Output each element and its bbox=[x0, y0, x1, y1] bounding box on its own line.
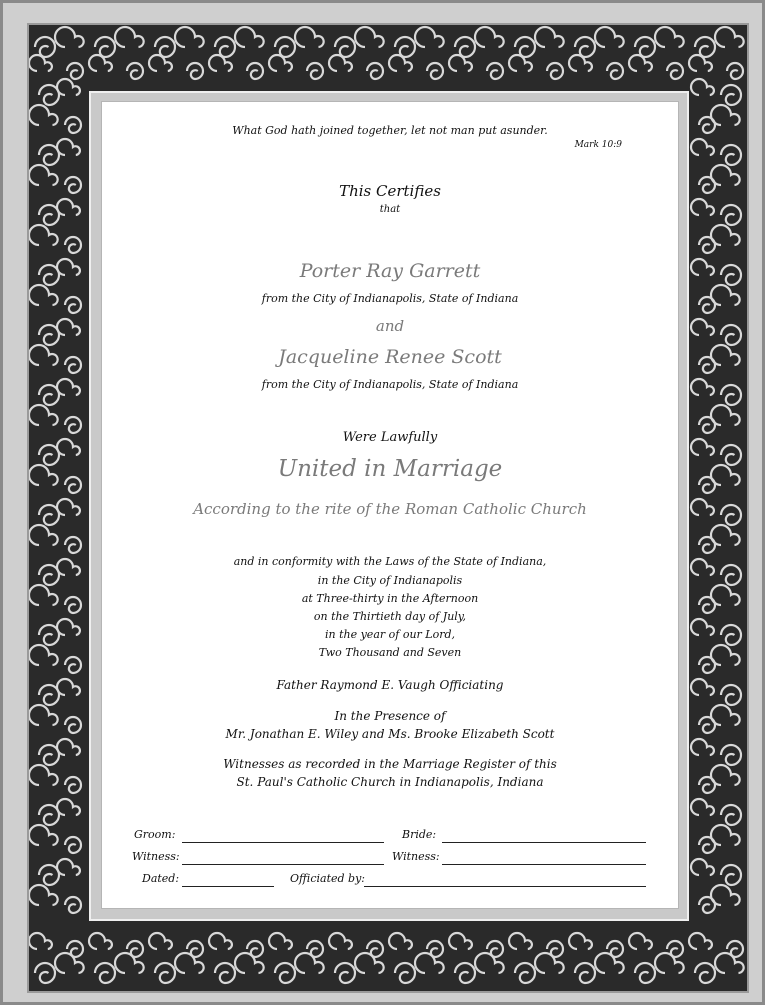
scroll-curl bbox=[699, 297, 715, 313]
scroll-curl bbox=[699, 657, 715, 673]
scroll-curl bbox=[355, 27, 384, 47]
scroll-curl bbox=[127, 63, 143, 79]
united-title: United in Marriage bbox=[277, 456, 503, 482]
scroll-curl bbox=[721, 265, 741, 285]
scroll-curl bbox=[535, 27, 564, 47]
scroll-curl bbox=[65, 177, 81, 193]
scroll-curl bbox=[629, 933, 652, 949]
scroll-curl bbox=[295, 27, 324, 47]
certificate-paper bbox=[101, 101, 679, 909]
lawfully-text: Were Lawfully bbox=[342, 430, 438, 445]
scroll-curl bbox=[155, 963, 175, 983]
scroll-curl bbox=[57, 319, 80, 335]
bride-signature-line[interactable] bbox=[442, 842, 646, 843]
date-line[interactable] bbox=[182, 886, 274, 887]
scroll-curl bbox=[691, 679, 714, 695]
scroll-curl bbox=[149, 933, 172, 949]
scroll-curl bbox=[209, 933, 232, 949]
scroll-curl bbox=[699, 897, 715, 913]
scroll-curl bbox=[367, 63, 383, 79]
groom-name: Porter Ray Garrett bbox=[299, 260, 481, 282]
scroll-curl bbox=[29, 645, 58, 665]
scroll-curl bbox=[691, 199, 714, 215]
scroll-curl bbox=[29, 285, 58, 305]
scroll-curl bbox=[89, 933, 112, 949]
scroll-curl bbox=[699, 717, 715, 733]
scroll-curl bbox=[35, 963, 55, 983]
bride-name: Jacqueline Renee Scott bbox=[278, 346, 502, 368]
scroll-curl bbox=[691, 619, 714, 635]
scroll-curl bbox=[721, 325, 741, 345]
scroll-curl bbox=[65, 237, 81, 253]
scroll-curl bbox=[607, 63, 623, 79]
scroll-curl bbox=[699, 837, 715, 853]
scroll-curl bbox=[29, 105, 58, 125]
scroll-curl bbox=[55, 27, 84, 47]
scroll-curl bbox=[699, 237, 715, 253]
scroll-curl bbox=[699, 177, 715, 193]
scroll-curl bbox=[175, 27, 204, 47]
witness-signature-line[interactable] bbox=[442, 864, 646, 865]
scroll-curl bbox=[67, 63, 83, 79]
scroll-curl bbox=[715, 27, 744, 47]
scroll-curl bbox=[269, 933, 292, 949]
scroll-curl bbox=[65, 297, 81, 313]
scroll-curl bbox=[691, 559, 714, 575]
scroll-curl bbox=[29, 465, 58, 485]
scroll-curl bbox=[721, 205, 741, 225]
scroll-curl bbox=[29, 933, 52, 949]
scroll-curl bbox=[65, 357, 81, 373]
scroll-curl bbox=[691, 739, 714, 755]
scroll-curl bbox=[235, 27, 264, 47]
scroll-curl bbox=[57, 199, 80, 215]
scroll-curl bbox=[29, 225, 58, 245]
detail-line: at Three-thirty in the Afternoon bbox=[301, 592, 479, 605]
scroll-curl bbox=[29, 405, 58, 425]
scroll-curl bbox=[691, 139, 714, 155]
scroll-curl bbox=[57, 859, 80, 875]
scroll-curl bbox=[721, 625, 741, 645]
scroll-curl bbox=[57, 439, 80, 455]
scroll-curl bbox=[699, 777, 715, 793]
scroll-curl bbox=[329, 933, 352, 949]
scroll-curl bbox=[691, 799, 714, 815]
scroll-curl bbox=[65, 657, 81, 673]
scroll-curl bbox=[29, 345, 58, 365]
scroll-curl bbox=[307, 63, 323, 79]
scroll-curl bbox=[721, 505, 741, 525]
scroll-curl bbox=[57, 139, 80, 155]
scroll-curl bbox=[699, 477, 715, 493]
scroll-curl bbox=[699, 117, 715, 133]
witness-label: Witness: bbox=[392, 850, 440, 863]
scroll-curl bbox=[691, 79, 714, 95]
officiated-signature-line[interactable] bbox=[364, 886, 646, 887]
groom-label: Groom: bbox=[134, 828, 176, 841]
scroll-curl bbox=[65, 717, 81, 733]
scroll-curl bbox=[699, 417, 715, 433]
epigraph-reference: Mark 10:9 bbox=[574, 140, 622, 150]
presence-names: Mr. Jonathan E. Wiley and Ms. Brooke Elizabeth Scott bbox=[225, 727, 555, 741]
scroll-curl bbox=[247, 63, 263, 79]
detail-line: in the year of our Lord, bbox=[324, 628, 456, 641]
scroll-curl bbox=[57, 799, 80, 815]
scroll-curl bbox=[57, 379, 80, 395]
scroll-curl bbox=[721, 445, 741, 465]
scroll-curl bbox=[691, 439, 714, 455]
scroll-curl bbox=[721, 565, 741, 585]
scroll-curl bbox=[65, 417, 81, 433]
scroll-curl bbox=[187, 63, 203, 79]
scroll-curl bbox=[29, 585, 58, 605]
scroll-curl bbox=[57, 499, 80, 515]
scroll-curl bbox=[65, 597, 81, 613]
scroll-curl bbox=[29, 885, 58, 905]
scroll-curl bbox=[475, 27, 504, 47]
scroll-curl bbox=[65, 537, 81, 553]
scroll-curl bbox=[727, 63, 743, 79]
scroll-curl bbox=[691, 859, 714, 875]
scroll-curl bbox=[57, 679, 80, 695]
scroll-curl bbox=[275, 963, 295, 983]
bride-origin: from the City of Indianapolis, State of Indiana bbox=[261, 378, 519, 391]
officiant-text: Father Raymond E. Vaugh Officiating bbox=[276, 678, 504, 692]
scroll-curl bbox=[29, 765, 58, 785]
scroll-curl bbox=[57, 259, 80, 275]
scroll-curl bbox=[595, 27, 624, 47]
detail-line: Two Thousand and Seven bbox=[318, 646, 462, 659]
groom-signature-line[interactable] bbox=[182, 842, 384, 843]
epigraph-text: What God hath joined together, let not man put asunder. bbox=[232, 124, 548, 137]
scroll-curl bbox=[65, 117, 81, 133]
scroll-curl bbox=[691, 379, 714, 395]
scroll-curl bbox=[57, 739, 80, 755]
certifies-heading: This Certifies bbox=[339, 182, 441, 200]
scroll-curl bbox=[29, 705, 58, 725]
scroll-curl bbox=[57, 79, 80, 95]
that-text: that bbox=[379, 204, 401, 215]
scroll-curl bbox=[575, 963, 595, 983]
bride-label: Bride: bbox=[402, 828, 437, 841]
scroll-curl bbox=[29, 825, 58, 845]
scroll-curl bbox=[721, 385, 741, 405]
scroll-curl bbox=[691, 319, 714, 335]
scroll-curl bbox=[721, 145, 741, 165]
register-line: St. Paul's Catholic Church in Indianapolis, Indiana bbox=[236, 775, 544, 789]
scroll-curl bbox=[65, 777, 81, 793]
detail-line: in the City of Indianapolis bbox=[317, 574, 463, 587]
scroll-curl bbox=[691, 499, 714, 515]
dated-label: Dated: bbox=[142, 872, 180, 885]
scroll-curl bbox=[65, 897, 81, 913]
and-text: and bbox=[375, 317, 405, 335]
scroll-curl bbox=[395, 963, 415, 983]
scroll-curl bbox=[721, 805, 741, 825]
officiated-label: Officiated by: bbox=[290, 872, 365, 885]
scroll-curl bbox=[721, 685, 741, 705]
register-line: Witnesses as recorded in the Marriage Register of this bbox=[223, 757, 557, 771]
scroll-curl bbox=[29, 165, 58, 185]
witness-signature-line[interactable] bbox=[182, 864, 384, 865]
scroll-curl bbox=[655, 27, 684, 47]
scroll-curl bbox=[57, 559, 80, 575]
scroll-curl bbox=[29, 525, 58, 545]
groom-origin: from the City of Indianapolis, State of Indiana bbox=[261, 292, 519, 305]
scroll-curl bbox=[487, 63, 503, 79]
scroll-curl bbox=[57, 619, 80, 635]
detail-line: and in conformity with the Laws of the State of Indiana, bbox=[233, 555, 547, 568]
scroll-curl bbox=[667, 63, 683, 79]
rite-text: According to the rite of the Roman Catholic Church bbox=[193, 500, 587, 518]
scroll-curl bbox=[547, 63, 563, 79]
scroll-curl bbox=[449, 933, 472, 949]
scroll-curl bbox=[515, 963, 535, 983]
scroll-curl bbox=[569, 933, 592, 949]
scroll-curl bbox=[115, 27, 144, 47]
scroll-curl bbox=[65, 837, 81, 853]
scroll-curl bbox=[389, 933, 412, 949]
witness-label: Witness: bbox=[132, 850, 180, 863]
scroll-curl bbox=[455, 963, 475, 983]
scroll-curl bbox=[65, 477, 81, 493]
scroll-curl bbox=[689, 933, 712, 949]
scroll-curl bbox=[215, 963, 235, 983]
scroll-curl bbox=[699, 357, 715, 373]
scroll-curl bbox=[699, 537, 715, 553]
scroll-curl bbox=[721, 745, 741, 765]
scroll-curl bbox=[695, 963, 715, 983]
scroll-curl bbox=[721, 865, 741, 885]
scroll-curl bbox=[427, 63, 443, 79]
scroll-curl bbox=[415, 27, 444, 47]
scroll-curl bbox=[509, 933, 532, 949]
scroll-curl bbox=[635, 963, 655, 983]
scroll-curl bbox=[691, 259, 714, 275]
detail-line: on the Thirtieth day of July, bbox=[313, 610, 467, 623]
presence-intro: In the Presence of bbox=[334, 709, 446, 723]
scroll-curl bbox=[95, 963, 115, 983]
scroll-curl bbox=[699, 597, 715, 613]
scroll-curl bbox=[335, 963, 355, 983]
scroll-curl bbox=[721, 85, 741, 105]
